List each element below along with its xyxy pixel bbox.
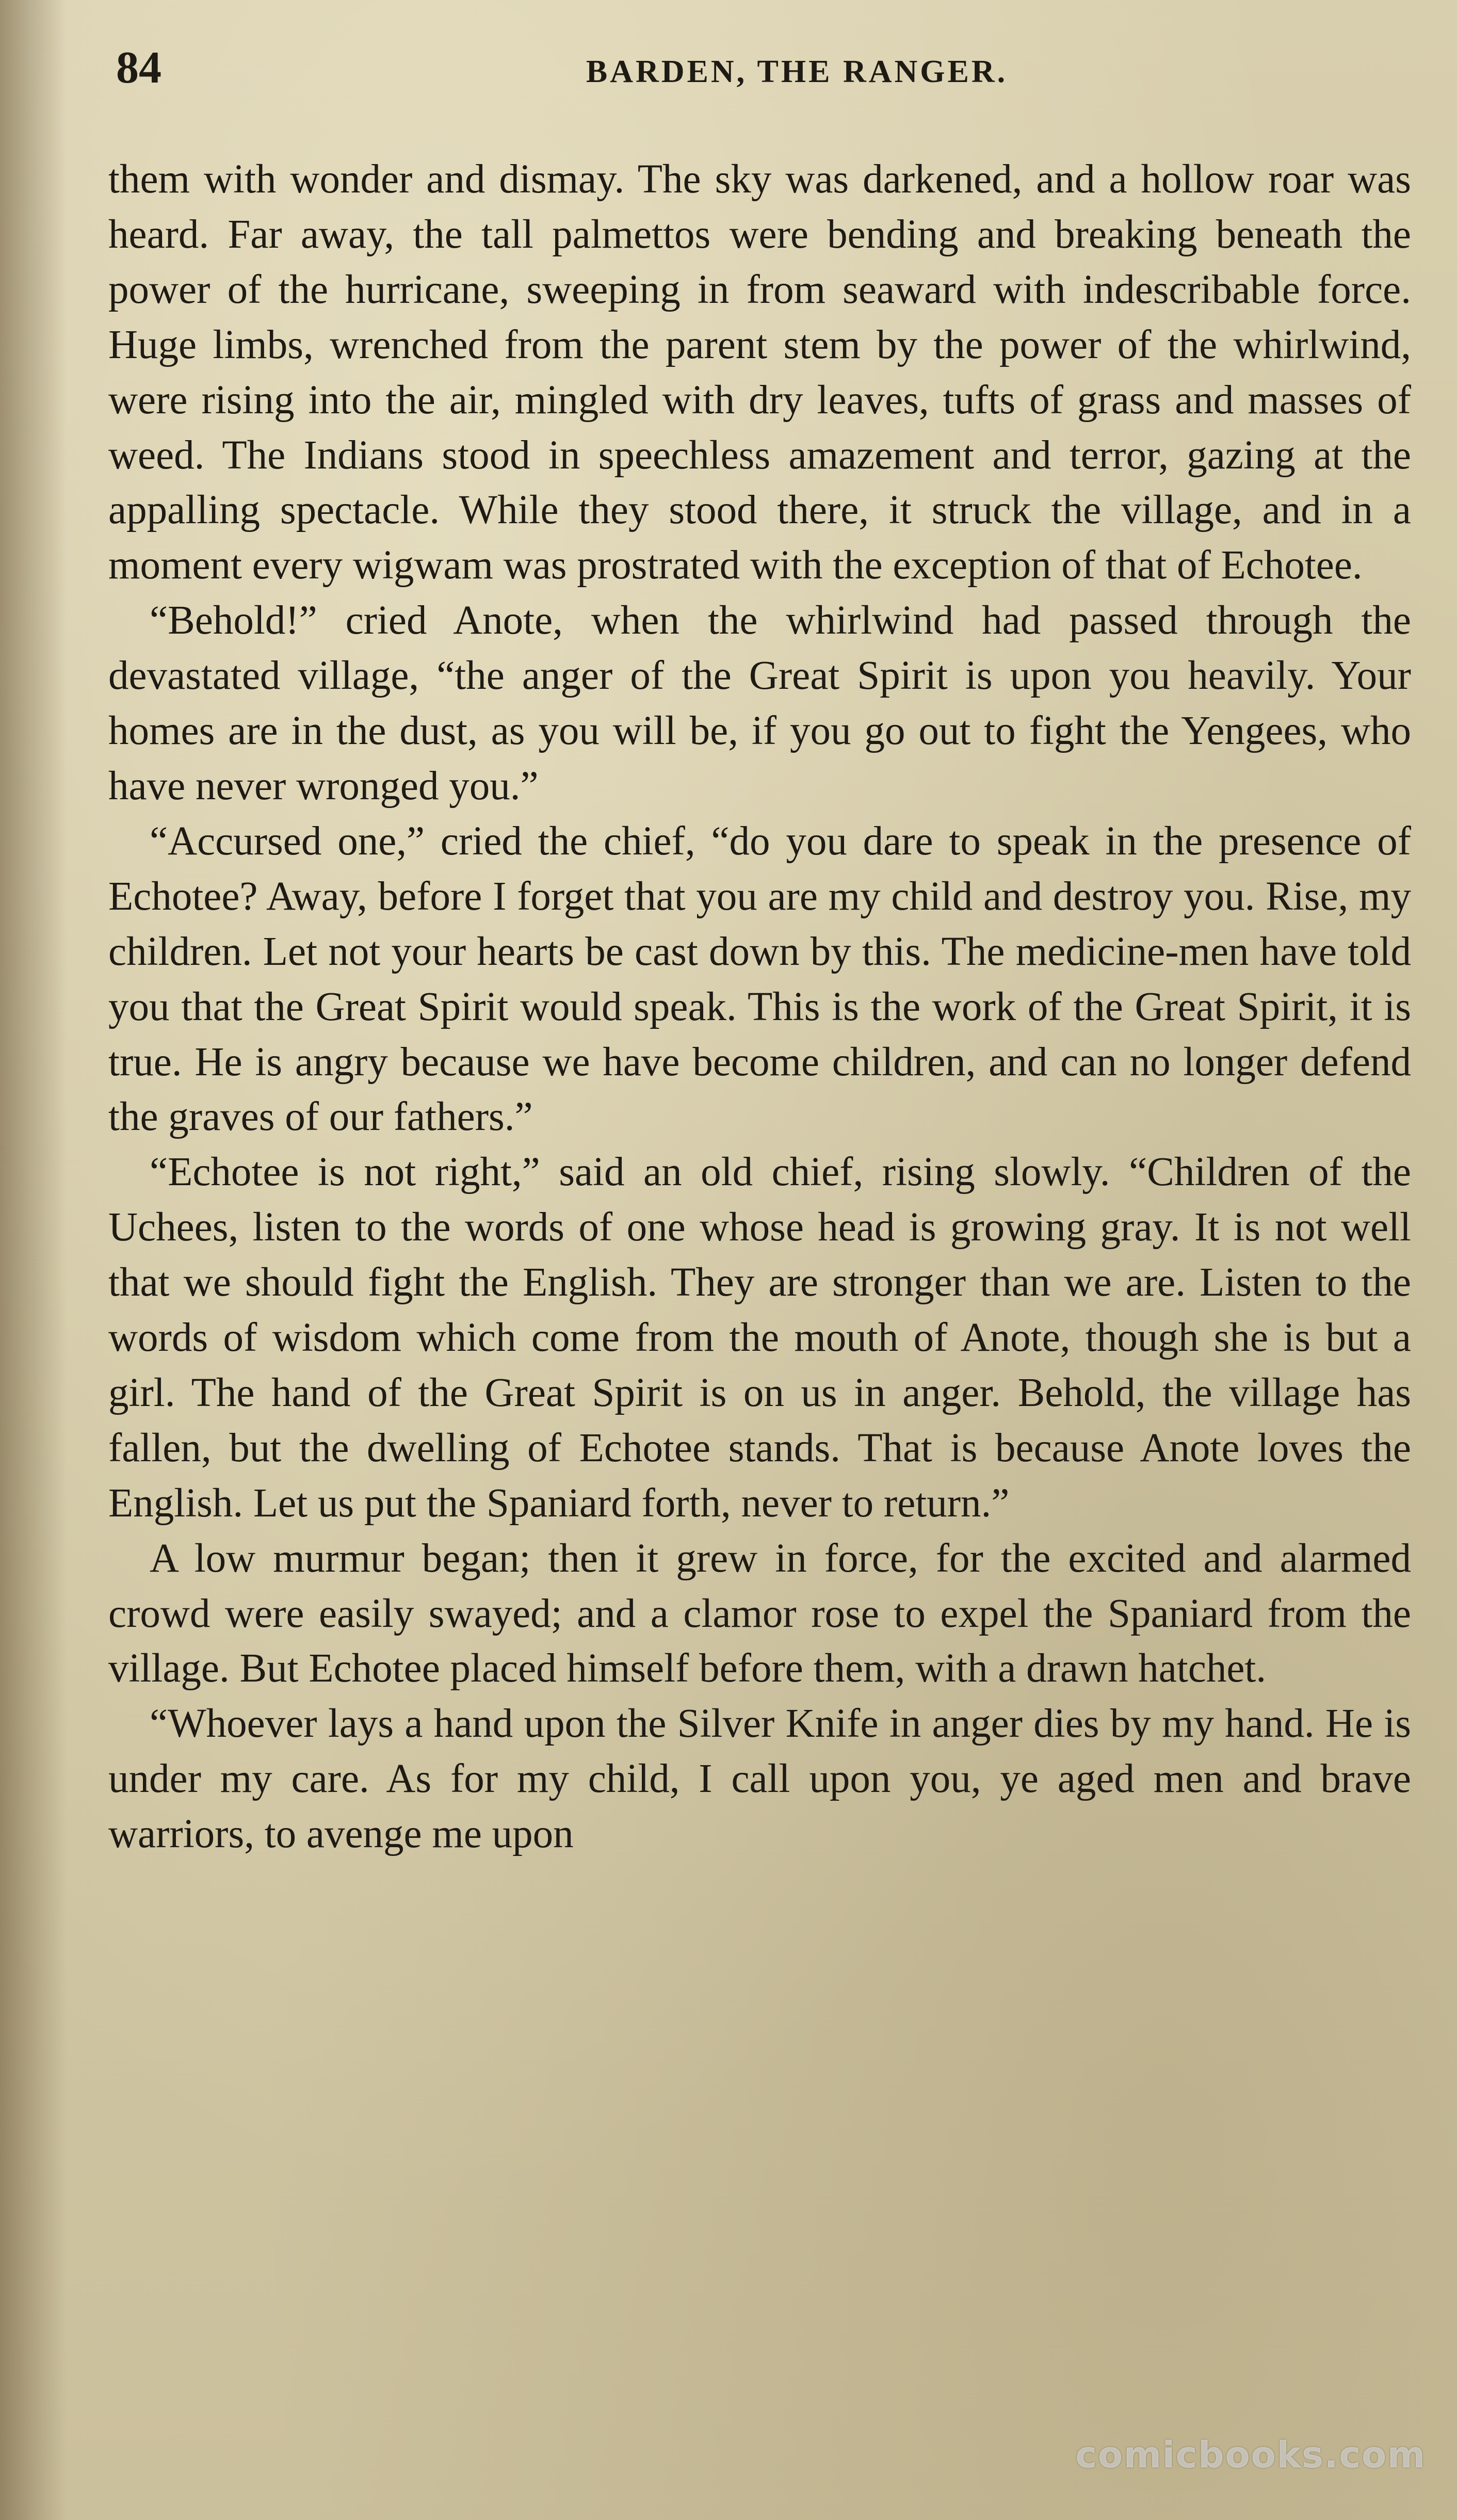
- body-text: [108, 152, 1411, 1862]
- running-head-title: BARDEN, THE RANGER.: [586, 54, 1008, 89]
- paragraph: “Whoever lays a hand upon the Silver Knife in anger dies by my hand. He is under my care. As for my child, I call upon you, ye aged men and brave warriors, to avenge me upon: [108, 1701, 1411, 1857]
- paragraph: “Behold!” cried Anote, when the whirlwind had passed through the devastated village, “the anger of the Great Spirit is upon you heavily. Your homes are in the dust, as you will be, if you go out to fight the Yengees, who have never wronged you.”: [108, 598, 1411, 809]
- paragraph: “Echotee is not right,” said an old chief, rising slowly. “Children of the Uchees, listen to the words of one whose head is growing gray. It is not well that we should fight the English. They are stronger than we are. Listen to the words of wisdom which come from the mouth of Anote, though she is but a girl. The hand of the Great Spirit is on us in anger. Behold, the village has fallen, but the dwelling of Echotee stands. That is because Anote loves the English. Let us put the Spaniard forth, never to return.”: [108, 1150, 1411, 1526]
- paragraph: “Accursed one,” cried the chief, “do you dare to speak in the presence of Echotee? Away, before I forget that you are my child and destroy you. Rise, my children. Let not your hearts be cast down by this. The medicine-men have told you that the Great Spirit would speak. This is the work of the Great Spirit, it is true. He is angry because we have become children, and can no longer defend the graves of our fathers.”: [108, 818, 1411, 1140]
- running-head: [116, 40, 1405, 118]
- watermark: comicbooks.com: [1075, 2434, 1426, 2476]
- page-number: 84: [116, 43, 161, 93]
- paragraph: A low murmur began; then it grew in force, for the excited and alarmed crowd were easily swayed; and a clamor rose to expel the Spaniard from the village. But Echotee placed himself before them, with a drawn hatchet.: [108, 1536, 1411, 1691]
- paragraph: them with wonder and dismay. The sky was darkened, and a hollow roar was heard. Far away, the tall palmettos were bending and breaking beneath the power of the hurricane, sweeping in from seaward with indescribable force. Huge limbs, wrenched from the parent stem by the power of the whirlwind, were rising into the air, mingled with dry leaves, tufts of grass and masses of weed. The Indians stood in speechless amazement and terror, gazing at the appalling spectacle. While they stood there, it struck the village, and in a moment every wigwam was prostrated with the exception of that of Echotee.: [108, 157, 1411, 588]
